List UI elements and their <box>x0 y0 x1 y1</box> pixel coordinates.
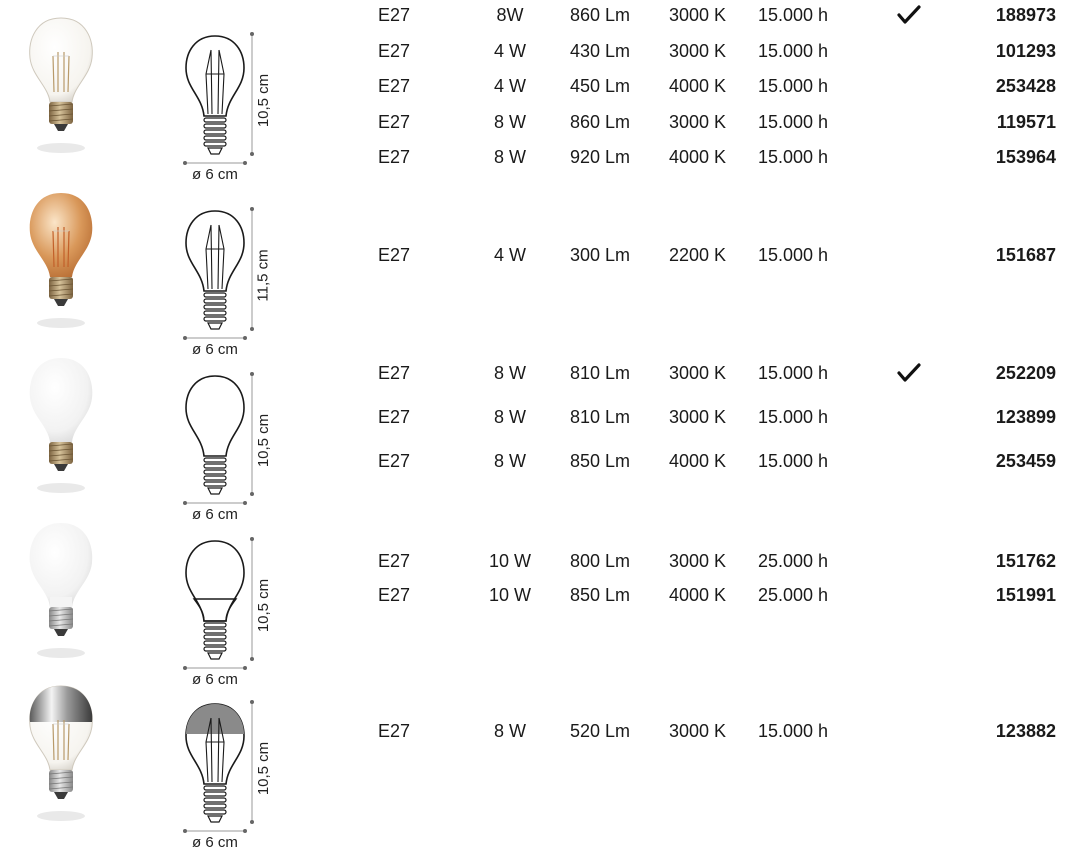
socket-cell: E27 <box>378 41 411 61</box>
color-temperature-cell: 4000 K <box>669 451 727 471</box>
color-temperature-cell: 3000 K <box>669 407 727 427</box>
lifetime-cell: 15.000 h <box>758 363 829 383</box>
height-dimension-label: 10,5 cm <box>255 578 273 633</box>
spec-row <box>0 3 1083 27</box>
lifetime-cell: 15.000 h <box>758 721 829 741</box>
socket-cell: E27 <box>378 245 411 265</box>
color-temperature-cell: 3000 K <box>669 551 727 571</box>
check-icon <box>896 3 922 27</box>
socket-cell: E27 <box>378 5 411 25</box>
lumen-cell: 810 Lm <box>570 407 631 427</box>
spec-row <box>0 145 1083 169</box>
power-cell: 8 W <box>493 363 526 383</box>
product-code-cell: 188973 <box>995 5 1056 25</box>
socket-cell: E27 <box>378 451 411 471</box>
product-code-cell: 151991 <box>995 585 1056 605</box>
socket-cell: E27 <box>378 147 411 167</box>
lifetime-cell: 15.000 h <box>758 245 829 265</box>
lifetime-cell: 15.000 h <box>758 41 829 61</box>
spec-row <box>0 583 1083 607</box>
product-code-cell: 253428 <box>995 76 1056 96</box>
power-cell: 8 W <box>493 451 526 471</box>
power-cell: 8W <box>496 5 524 25</box>
spec-row <box>0 243 1083 267</box>
spec-row <box>0 405 1083 429</box>
lifetime-cell: 25.000 h <box>758 551 829 571</box>
power-cell: 4 W <box>493 41 526 61</box>
height-dimension-label: 11,5 cm <box>254 249 272 302</box>
lumen-cell: 920 Lm <box>570 147 631 167</box>
diameter-dimension-label: ø 6 cm <box>192 341 238 358</box>
spec-row <box>0 39 1083 63</box>
color-temperature-cell: 3000 K <box>669 41 727 61</box>
color-temperature-cell: 3000 K <box>669 112 727 132</box>
lumen-cell: 430 Lm <box>570 41 631 61</box>
power-cell: 10 W <box>488 585 531 605</box>
lumen-cell: 860 Lm <box>570 5 631 25</box>
socket-cell: E27 <box>378 407 411 427</box>
height-dimension-label: 10,5 cm <box>255 73 273 128</box>
diameter-dimension-label: ø 6 cm <box>192 506 238 523</box>
product-code-cell: 101293 <box>995 41 1056 61</box>
power-cell: 4 W <box>493 245 526 265</box>
color-temperature-cell: 3000 K <box>669 363 727 383</box>
spec-row <box>0 74 1083 98</box>
diameter-dimension-label: ø 6 cm <box>192 166 238 183</box>
color-temperature-cell: 4000 K <box>669 76 727 96</box>
power-cell: 8 W <box>493 147 526 167</box>
power-cell: 8 W <box>493 721 526 741</box>
spec-row <box>0 719 1083 743</box>
socket-cell: E27 <box>378 551 411 571</box>
socket-cell: E27 <box>378 112 411 132</box>
power-cell: 4 W <box>493 76 526 96</box>
product-code-cell: 253459 <box>995 451 1056 471</box>
check-icon <box>896 361 922 385</box>
product-code-cell: 123899 <box>995 407 1056 427</box>
diameter-dimension-label: ø 6 cm <box>192 671 238 688</box>
spec-row <box>0 361 1083 385</box>
diameter-dimension-label: ø 6 cm <box>192 834 238 851</box>
product-code-cell: 151762 <box>995 551 1056 571</box>
height-dimension-label: 10,5 cm <box>255 741 273 796</box>
color-temperature-cell: 4000 K <box>669 585 727 605</box>
spec-row <box>0 549 1083 573</box>
product-code-cell: 252209 <box>995 363 1056 383</box>
lifetime-cell: 15.000 h <box>758 112 829 132</box>
lumen-cell: 800 Lm <box>570 551 631 571</box>
lumen-cell: 810 Lm <box>570 363 631 383</box>
height-dimension-label: 10,5 cm <box>255 413 273 468</box>
power-cell: 10 W <box>488 551 531 571</box>
lifetime-cell: 15.000 h <box>758 147 829 167</box>
lifetime-cell: 15.000 h <box>758 451 829 471</box>
socket-cell: E27 <box>378 585 411 605</box>
color-temperature-cell: 2200 K <box>669 245 727 265</box>
spec-row <box>0 110 1083 134</box>
plain-bulb-drawing <box>180 370 290 520</box>
lumen-cell: 520 Lm <box>570 721 631 741</box>
lifetime-cell: 25.000 h <box>758 585 829 605</box>
color-temperature-cell: 4000 K <box>669 147 727 167</box>
lumen-cell: 850 Lm <box>570 451 631 471</box>
lumen-cell: 850 Lm <box>570 585 631 605</box>
product-code-cell: 151687 <box>995 245 1056 265</box>
product-code-cell: 123882 <box>995 721 1056 741</box>
lumen-cell: 860 Lm <box>570 112 631 132</box>
lumen-cell: 450 Lm <box>570 76 631 96</box>
socket-cell: E27 <box>378 363 411 383</box>
silver-top-mirror-bulb-photo <box>16 678 106 838</box>
power-cell: 8 W <box>493 112 526 132</box>
power-cell: 8 W <box>493 407 526 427</box>
product-code-cell: 153964 <box>995 147 1056 167</box>
lifetime-cell: 15.000 h <box>758 5 829 25</box>
spec-row <box>0 449 1083 473</box>
color-temperature-cell: 3000 K <box>669 5 727 25</box>
lifetime-cell: 15.000 h <box>758 407 829 427</box>
socket-cell: E27 <box>378 721 411 741</box>
color-temperature-cell: 3000 K <box>669 721 727 741</box>
lumen-cell: 300 Lm <box>570 245 631 265</box>
socket-cell: E27 <box>378 76 411 96</box>
filament-bulb-drawing <box>180 205 290 355</box>
product-code-cell: 119571 <box>996 112 1056 132</box>
lifetime-cell: 15.000 h <box>758 76 829 96</box>
